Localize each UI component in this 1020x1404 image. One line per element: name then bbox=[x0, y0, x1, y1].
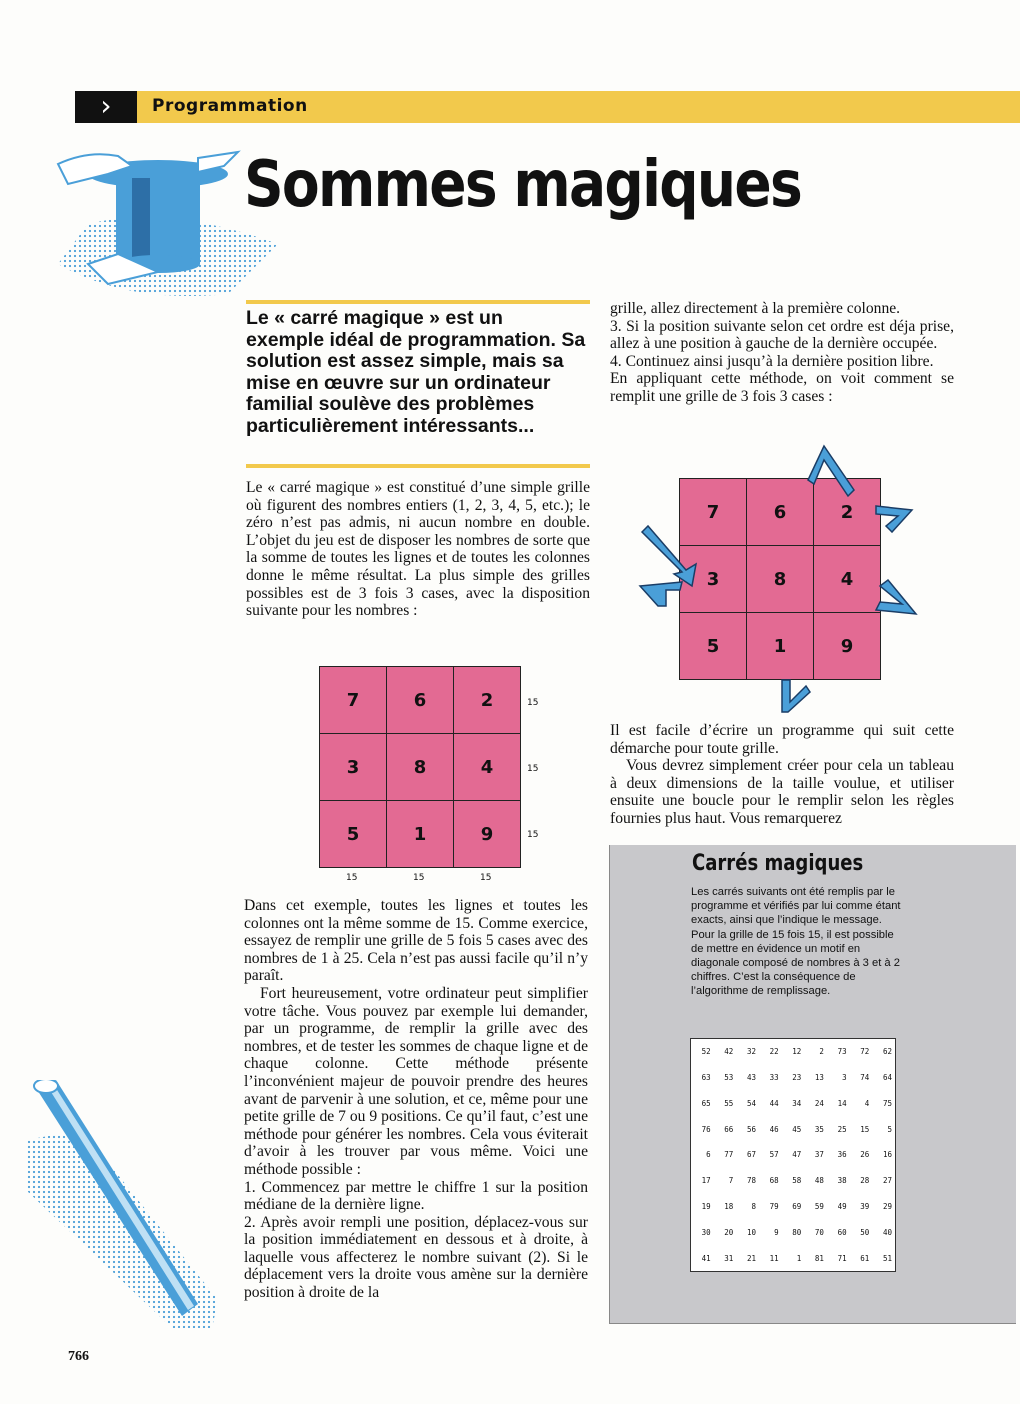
square-cell: 6 bbox=[387, 667, 453, 733]
square-cell: 1 bbox=[747, 613, 813, 679]
grid-cell: 79 bbox=[769, 1201, 779, 1211]
paragraph: Vous devrez simplement créer pour cela un tableau à deux dimensions de la taille voulue, et utiliser ensuite une boucle pour le remplir selon les règles fournies plus haut. Vous remarquerez bbox=[610, 757, 954, 827]
grid-cell: 73 bbox=[837, 1047, 847, 1057]
grid-cell: 37 bbox=[814, 1150, 824, 1160]
grid-cell: 66 bbox=[724, 1124, 734, 1134]
grid-cell: 21 bbox=[746, 1253, 756, 1263]
grid-cell: 17 bbox=[701, 1176, 711, 1186]
col-sum-label: 15 bbox=[346, 873, 358, 883]
row-sum-label: 15 bbox=[527, 764, 539, 774]
square-cell: 4 bbox=[814, 546, 880, 612]
grid-cell: 11 bbox=[769, 1253, 779, 1263]
grid-cell: 32 bbox=[746, 1047, 756, 1057]
left-column-bottom bbox=[244, 897, 588, 1302]
grid-cell: 67 bbox=[746, 1150, 756, 1160]
grid-cell: 22 bbox=[769, 1047, 779, 1057]
grid-cell: 76 bbox=[701, 1124, 711, 1134]
magic-square-figure bbox=[319, 666, 521, 868]
grid-row bbox=[691, 1065, 895, 1091]
grid-cell: 78 bbox=[746, 1176, 756, 1186]
grid-cell: 44 bbox=[769, 1098, 779, 1108]
grid-cell: 35 bbox=[814, 1124, 824, 1134]
paragraph: grille, allez directement à la première colonne. bbox=[610, 300, 901, 317]
grid-row bbox=[691, 1116, 895, 1142]
grid-cell: 51 bbox=[882, 1253, 892, 1263]
grid-cell: 69 bbox=[792, 1201, 802, 1211]
col-sum-label: 15 bbox=[413, 873, 425, 883]
grid-cell: 61 bbox=[860, 1253, 870, 1263]
grid-cell: 54 bbox=[746, 1098, 756, 1108]
grid-cell: 48 bbox=[814, 1176, 824, 1186]
grid-cell: 23 bbox=[792, 1073, 802, 1083]
grid-cell: 16 bbox=[882, 1150, 892, 1160]
grid-row bbox=[691, 1142, 895, 1168]
grid-cell: 81 bbox=[814, 1253, 824, 1263]
square-cell: 8 bbox=[387, 734, 453, 800]
row-sum-label: 15 bbox=[527, 830, 539, 840]
square-cell: 3 bbox=[320, 734, 386, 800]
grid-cell: 64 bbox=[882, 1073, 892, 1083]
square-cell: 8 bbox=[747, 546, 813, 612]
grid-cell: 47 bbox=[792, 1150, 802, 1160]
grid-cell: 65 bbox=[701, 1098, 711, 1108]
paragraph: En appliquant cette méthode, on voit comment se remplit une grille de 3 fois 3 cases : bbox=[610, 370, 954, 405]
grid-cell: 60 bbox=[837, 1227, 847, 1237]
grid-cell: 40 bbox=[882, 1227, 892, 1237]
grid-cell: 68 bbox=[769, 1176, 779, 1186]
grid-cell: 8 bbox=[751, 1201, 756, 1211]
square-cell: 1 bbox=[387, 801, 453, 867]
grid-cell: 75 bbox=[882, 1098, 892, 1108]
square-cell: 6 bbox=[747, 479, 813, 545]
chevron-right-icon: › bbox=[75, 91, 137, 123]
number-grid bbox=[690, 1038, 896, 1272]
grid-cell: 63 bbox=[701, 1073, 711, 1083]
grid-cell: 28 bbox=[860, 1176, 870, 1186]
grid-cell: 59 bbox=[814, 1201, 824, 1211]
grid-cell: 45 bbox=[792, 1124, 802, 1134]
square-cell: 5 bbox=[320, 801, 386, 867]
grid-cell: 34 bbox=[792, 1098, 802, 1108]
sidebar-title: Carrés magiques bbox=[692, 851, 864, 876]
col-sum-label: 15 bbox=[480, 873, 492, 883]
grid-cell: 52 bbox=[701, 1047, 711, 1057]
grid-row bbox=[691, 1219, 895, 1245]
grid-cell: 43 bbox=[746, 1073, 756, 1083]
grid-cell: 12 bbox=[792, 1047, 802, 1057]
grid-cell: 1 bbox=[796, 1253, 802, 1263]
grid-cell: 72 bbox=[860, 1047, 870, 1057]
grid-cell: 19 bbox=[701, 1201, 711, 1211]
grid-cell: 18 bbox=[724, 1201, 734, 1211]
square-cell: 9 bbox=[814, 613, 880, 679]
paragraph: Fort heureusement, votre ordinateur peut simplifier votre tâche. Vous pouvez par exemple lui demander, par un programme, de remplir la grille avec des nombres, et de tester les sommes de chaque ligne et de chaque colonne. Cette méthode présente l’inconvénient majeur de pouvoir prendre des heures avant de parvenir à une solution, et ce, même pour une petite grille de 7 ou 9 positions. Ce qu’il faut, c’est une méthode pour générer les nombres. Cela vous éviterait d’avoir à les trouver par vous même. Voici une méthode possible : bbox=[244, 984, 588, 1178]
grid-cell: 27 bbox=[882, 1176, 892, 1186]
grid-cell: 3 bbox=[842, 1073, 847, 1083]
grid-cell: 39 bbox=[860, 1201, 870, 1211]
square-cell: 5 bbox=[680, 613, 746, 679]
magic-wand-icon bbox=[22, 1080, 222, 1330]
grid-cell: 5 bbox=[887, 1124, 892, 1134]
section-label: Programmation bbox=[152, 96, 308, 116]
grid-cell: 7 bbox=[728, 1176, 734, 1186]
intro-top-rule bbox=[246, 300, 590, 304]
grid-cell: 31 bbox=[724, 1253, 734, 1263]
grid-cell: 53 bbox=[724, 1073, 734, 1083]
intro-bottom-rule bbox=[246, 464, 590, 468]
grid-cell: 55 bbox=[724, 1098, 734, 1108]
grid-cell: 25 bbox=[837, 1124, 847, 1134]
square-cell: 9 bbox=[454, 801, 520, 867]
grid-cell: 2 bbox=[819, 1047, 824, 1057]
grid-cell: 57 bbox=[769, 1150, 779, 1160]
grid-cell: 49 bbox=[837, 1201, 847, 1211]
grid-row bbox=[691, 1194, 895, 1220]
grid-cell: 56 bbox=[746, 1124, 756, 1134]
step-2: 2. Après avoir rempli une position, déplacez-vous sur la position immédiatement en dessous et à droite, à laquelle vous affecterez le nombre suivant (2). Si le déplacement vers la droite vous amène sur la dernière position à droite de la bbox=[244, 1213, 588, 1302]
grid-cell: 13 bbox=[814, 1073, 824, 1083]
right-column-bottom bbox=[610, 722, 954, 828]
grid-row bbox=[691, 1091, 895, 1117]
page-number: 766 bbox=[68, 1349, 89, 1364]
step-3: 3. Si la position suivante selon cet ordre est déja prise, allez à une position à gauche de la dernière occupée. bbox=[610, 317, 954, 353]
grid-cell: 6 bbox=[706, 1150, 711, 1160]
step-4: 4. Continuez ainsi jusqu’à la dernière position libre. bbox=[610, 352, 934, 370]
grid-cell: 20 bbox=[724, 1227, 734, 1237]
grid-cell: 4 bbox=[864, 1098, 870, 1108]
step-1: 1. Commencez par mettre le chiffre 1 sur la position médiane de la dernière ligne. bbox=[244, 1178, 588, 1214]
square-cell: 4 bbox=[454, 734, 520, 800]
grid-cell: 36 bbox=[837, 1150, 847, 1160]
grid-cell: 46 bbox=[769, 1124, 779, 1134]
grid-cell: 10 bbox=[746, 1227, 756, 1237]
grid-row bbox=[691, 1168, 895, 1194]
square-cell: 2 bbox=[454, 667, 520, 733]
grid-cell: 70 bbox=[814, 1227, 824, 1237]
grid-cell: 42 bbox=[724, 1047, 734, 1057]
paragraph: Il est facile d’écrire un programme qui suit cette démarche pour toute grille. bbox=[610, 722, 954, 757]
grid-cell: 58 bbox=[792, 1176, 802, 1186]
grid-cell: 74 bbox=[860, 1073, 870, 1083]
arrows-icon bbox=[636, 440, 926, 720]
grid-row bbox=[691, 1245, 895, 1271]
grid-cell: 71 bbox=[837, 1253, 847, 1263]
grid-cell: 80 bbox=[792, 1227, 802, 1237]
grid-cell: 14 bbox=[837, 1098, 847, 1108]
square-cell: 3 bbox=[680, 546, 746, 612]
right-column-top bbox=[610, 300, 954, 406]
grid-cell: 30 bbox=[701, 1227, 711, 1237]
square-cell: 2 bbox=[814, 479, 880, 545]
intro-text: Le « carré magique » est un exemple idéal de programmation. Sa solution est assez simple, mais sa mise en œuvre sur un ordinateur familial soulève des problèmes particulièrement intéressants... bbox=[246, 307, 586, 437]
grid-cell: 38 bbox=[837, 1176, 847, 1186]
grid-row bbox=[691, 1039, 895, 1065]
square-cell: 7 bbox=[680, 479, 746, 545]
grid-cell: 41 bbox=[701, 1253, 711, 1263]
grid-cell: 29 bbox=[882, 1201, 892, 1211]
page-title: Sommes magiques bbox=[244, 148, 802, 222]
grid-cell: 77 bbox=[724, 1150, 734, 1160]
grid-cell: 26 bbox=[860, 1150, 870, 1160]
grid-cell: 33 bbox=[769, 1073, 779, 1083]
grid-cell: 15 bbox=[860, 1124, 870, 1134]
grid-cell: 24 bbox=[814, 1098, 824, 1108]
grid-cell: 9 bbox=[774, 1227, 779, 1237]
row-sum-label: 15 bbox=[527, 698, 539, 708]
grid-cell: 50 bbox=[860, 1227, 870, 1237]
paragraph: Dans cet exemple, toutes les lignes et toutes les colonnes ont la même somme de 15. Comme exercice, essayez de remplir une grille de 5 fois 5 cases avec des nombres de 1 à 25. Cela n’est pas aussi facile qu’il n’y paraît. bbox=[244, 897, 588, 985]
left-column-top bbox=[246, 479, 590, 620]
grid-cell: 62 bbox=[882, 1047, 892, 1057]
sidebar-text: Les carrés suivants ont été remplis par le programme et vérifiés par lui comme étant exacts, ainsi que l’indique le message. Pour la grille de 15 fois 15, il est possible de mettre en évidence un motif en diagonale composé de nombres à 3 et à 2 chiffres. C’est la conséquence de l’algorithme de remplissage. bbox=[691, 886, 901, 998]
paragraph: Le « carré magique » est constitué d’une simple grille où figurent des nombres entiers (1, 2, 3, 4, 5, etc.); le zéro n’est pas admis, ni aucun nombre en double. L’objet du jeu est de disposer les nombres de sorte que la somme de toutes les lignes et de toutes les colonnes donne le même résultat. La plus simple des grilles possibles est de 3 fois 3 cases, avec la disposition suivante pour les nombres : bbox=[246, 479, 590, 620]
square-cell: 7 bbox=[320, 667, 386, 733]
